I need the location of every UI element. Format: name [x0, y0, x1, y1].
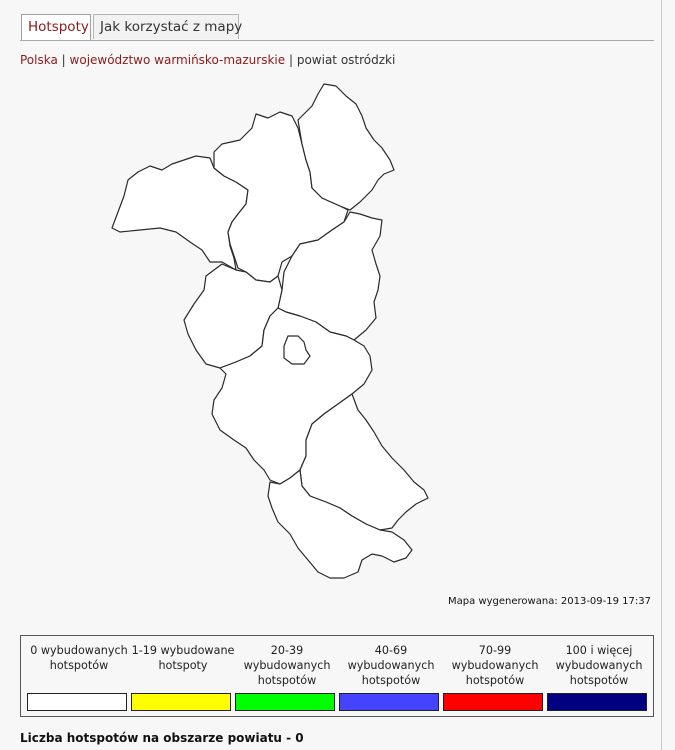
- legend-swatch: [547, 693, 647, 711]
- legend-label: 40-69 wybudowanych hotspotów: [347, 644, 435, 687]
- legend-item: [131, 643, 235, 689]
- legend-label: 100 i więcej wybudowanych hotspotów: [555, 644, 643, 687]
- legend-swatch: [27, 693, 127, 711]
- tab-divider: [20, 40, 654, 41]
- breadcrumb-voivodeship-link[interactable]: województwo warmińsko-mazurskie: [69, 53, 286, 67]
- legend-label: 70-99 wybudowanych hotspotów: [451, 644, 539, 687]
- legend-item: [235, 643, 339, 689]
- map-districts: [112, 84, 428, 578]
- legend-item: [547, 643, 651, 689]
- tab-jak-korzystac[interactable]: Jak korzystać z mapy: [93, 14, 239, 39]
- breadcrumb-current: powiat ostródzki: [296, 53, 396, 67]
- breadcrumb: [20, 53, 395, 67]
- legend: [20, 635, 654, 717]
- legend-swatch: [443, 693, 543, 711]
- legend-label: 1-19 wybudowane hotspoty: [131, 644, 235, 672]
- legend-label: 0 wybudowanych hotspotów: [30, 644, 128, 672]
- breadcrumb-country-link[interactable]: Polska: [20, 53, 58, 67]
- legend-item: [443, 643, 547, 689]
- legend-swatch: [235, 693, 335, 711]
- tab-hotspoty[interactable]: Hotspoty: [21, 14, 91, 41]
- breadcrumb-separator: |: [61, 53, 66, 67]
- legend-label: 20-39 wybudowanych hotspotów: [243, 644, 331, 687]
- legend-swatch: [131, 693, 231, 711]
- hotspot-count-summary: Liczba hotspotów na obszarze powiatu - 0: [20, 731, 304, 745]
- map-generated-timestamp: Mapa wygenerowana: 2013-09-19 17:37: [448, 596, 651, 607]
- legend-item: [339, 643, 443, 689]
- breadcrumb-separator: |: [288, 53, 294, 67]
- legend-swatch: [339, 693, 439, 711]
- district-map: [0, 70, 675, 590]
- legend-item: [27, 643, 131, 689]
